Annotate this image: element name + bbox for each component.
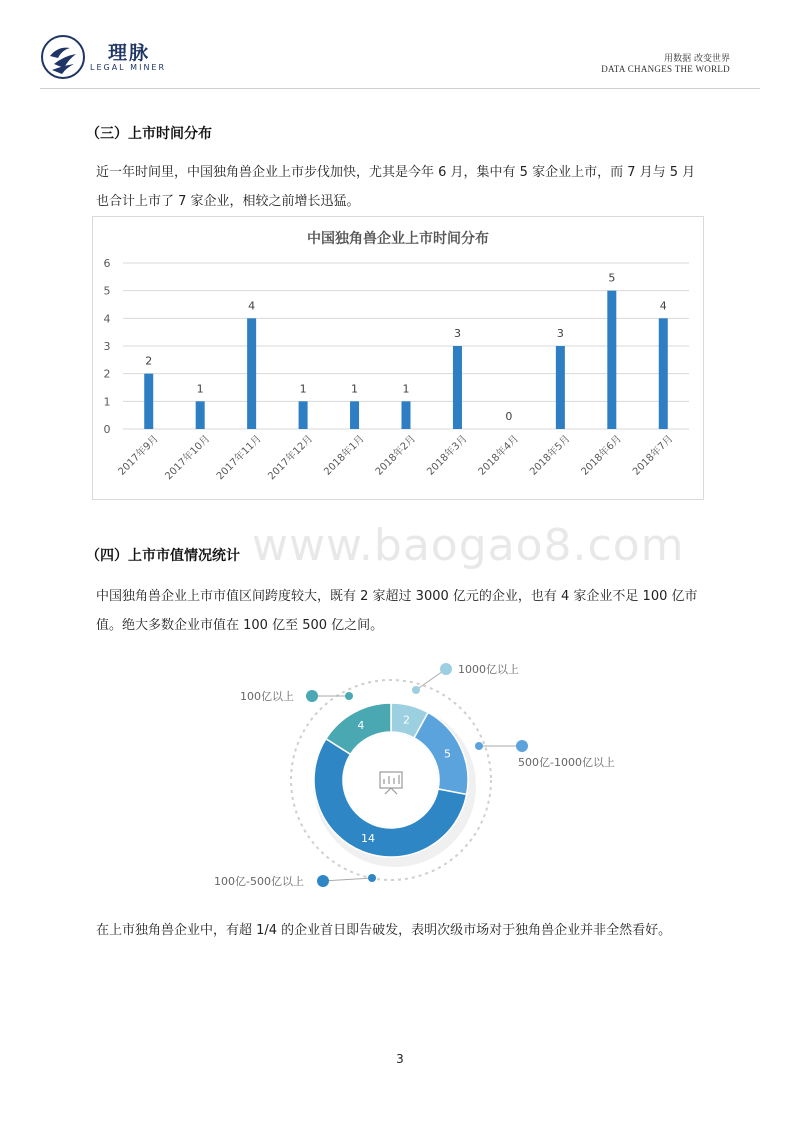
x-tick-label: 2017年11月: [214, 433, 264, 483]
bar: [402, 401, 411, 429]
section3-paragraph: [96, 158, 716, 216]
slice-value-label: 2: [403, 713, 411, 727]
slogan-chinese: 用数据 改变世界: [664, 54, 730, 64]
slice-value-label: 14: [360, 832, 375, 846]
closing-paragraph: 在上市独角兽企业中，有超 1/4 的企业首日即告破发，表明次级市场对于独角兽企业并非全然看好。: [96, 923, 672, 938]
bar-data-label: 2: [145, 354, 153, 368]
chart-title: 中国独角兽企业上市时间分布: [307, 231, 489, 247]
bar: [196, 401, 205, 429]
bar-data-label: 1: [402, 382, 410, 396]
section3-paragraph-line1: 近一年时间里，中国独角兽企业上市步伐加快，尤其是今年 6 月，集中有 5 家企业上市，而 7 月与 5 月: [96, 165, 696, 180]
section4-heading: （四）上市市值情况统计: [86, 548, 240, 564]
y-tick-label: 6: [103, 257, 111, 270]
callout-badge-icon: [306, 690, 318, 702]
section3-paragraph-line2: 也合计上市了 7 家企业，相较之前增长迅猛。: [96, 194, 360, 209]
callout-leader-line: [323, 878, 372, 881]
bar: [144, 374, 153, 429]
bar-data-label: 1: [196, 382, 204, 396]
y-tick-label: 1: [103, 395, 111, 409]
y-tick-label: 3: [103, 340, 111, 353]
callout-label: 100亿-500亿以上: [214, 875, 304, 888]
x-tick-label: 2018年2月: [373, 433, 419, 478]
x-tick-label: 2017年12月: [266, 433, 316, 483]
y-tick-label: 5: [103, 284, 111, 298]
callout-badge-icon: [317, 875, 329, 887]
y-tick-label: 2: [103, 367, 111, 381]
header-divider: [40, 88, 760, 89]
slice-value-label: 4: [357, 719, 365, 733]
callout-anchor-dot: [412, 686, 420, 694]
y-tick-label: 0: [103, 423, 111, 436]
bar: [299, 401, 308, 429]
bar: [659, 318, 668, 429]
y-tick-label: 4: [103, 312, 111, 326]
callout-label: 100亿以上: [240, 690, 294, 703]
bar-data-label: 3: [556, 327, 564, 340]
callout-badge-icon: [516, 740, 528, 752]
bar-data-label: 3: [453, 327, 461, 340]
x-tick-label: 2018年5月: [528, 433, 573, 478]
callout-badge-icon: [440, 663, 452, 675]
slogan-english: DATA CHANGES THE WORLD: [601, 64, 730, 74]
x-tick-label: 2017年9月: [116, 433, 161, 478]
bar: [247, 318, 256, 429]
bar: [607, 291, 616, 429]
x-tick-label: 2017年10月: [163, 433, 213, 483]
bar-data-label: 0: [505, 410, 513, 423]
callout-anchor-dot: [368, 874, 376, 882]
section4-paragraph-line2: 值。绝大多数企业市值在 100 亿至 500 亿之间。: [96, 618, 384, 633]
callout-anchor-dot: [475, 742, 483, 750]
slice-value-label: 5: [444, 747, 452, 761]
bar-data-label: 5: [608, 271, 616, 285]
logo-english-name: LEGAL MINER: [90, 63, 167, 72]
x-tick-label: 2018年6月: [579, 433, 624, 478]
bar-data-label: 4: [659, 299, 667, 313]
bar-data-label: 1: [351, 382, 359, 396]
bar: [453, 346, 462, 429]
x-tick-label: 2018年4月: [476, 433, 522, 478]
watermark: www.baogao8.com: [252, 520, 685, 571]
timing-bar-chart: [93, 217, 703, 499]
callout-anchor-dot: [345, 692, 353, 700]
market-value-donut-chart: [200, 650, 630, 900]
donut-center: [344, 733, 438, 827]
x-tick-label: 2018年1月: [322, 433, 367, 478]
section4-paragraph-line1: 中国独角兽企业上市市值区间跨度较大，既有 2 家超过 3000 亿元的企业，也有 4 家企业不足 100 亿市: [96, 589, 698, 604]
section4-paragraph: [96, 582, 716, 640]
callout-label: 500亿-1000亿以上: [518, 756, 615, 769]
logo-chinese-name: 理脉: [108, 42, 151, 64]
bar: [556, 346, 565, 429]
callout-label: 1000亿以上: [458, 663, 519, 676]
bar-data-label: 1: [299, 382, 307, 396]
page-number: 3: [396, 1052, 404, 1066]
bar: [350, 401, 359, 429]
x-tick-label: 2018年3月: [425, 433, 470, 478]
timing-bar-chart-frame: [92, 216, 704, 500]
section3-heading: （三）上市时间分布: [86, 126, 212, 142]
bar-data-label: 4: [248, 299, 256, 313]
x-tick-label: 2018年7月: [630, 433, 676, 478]
legal-miner-logo-icon: [40, 34, 86, 80]
